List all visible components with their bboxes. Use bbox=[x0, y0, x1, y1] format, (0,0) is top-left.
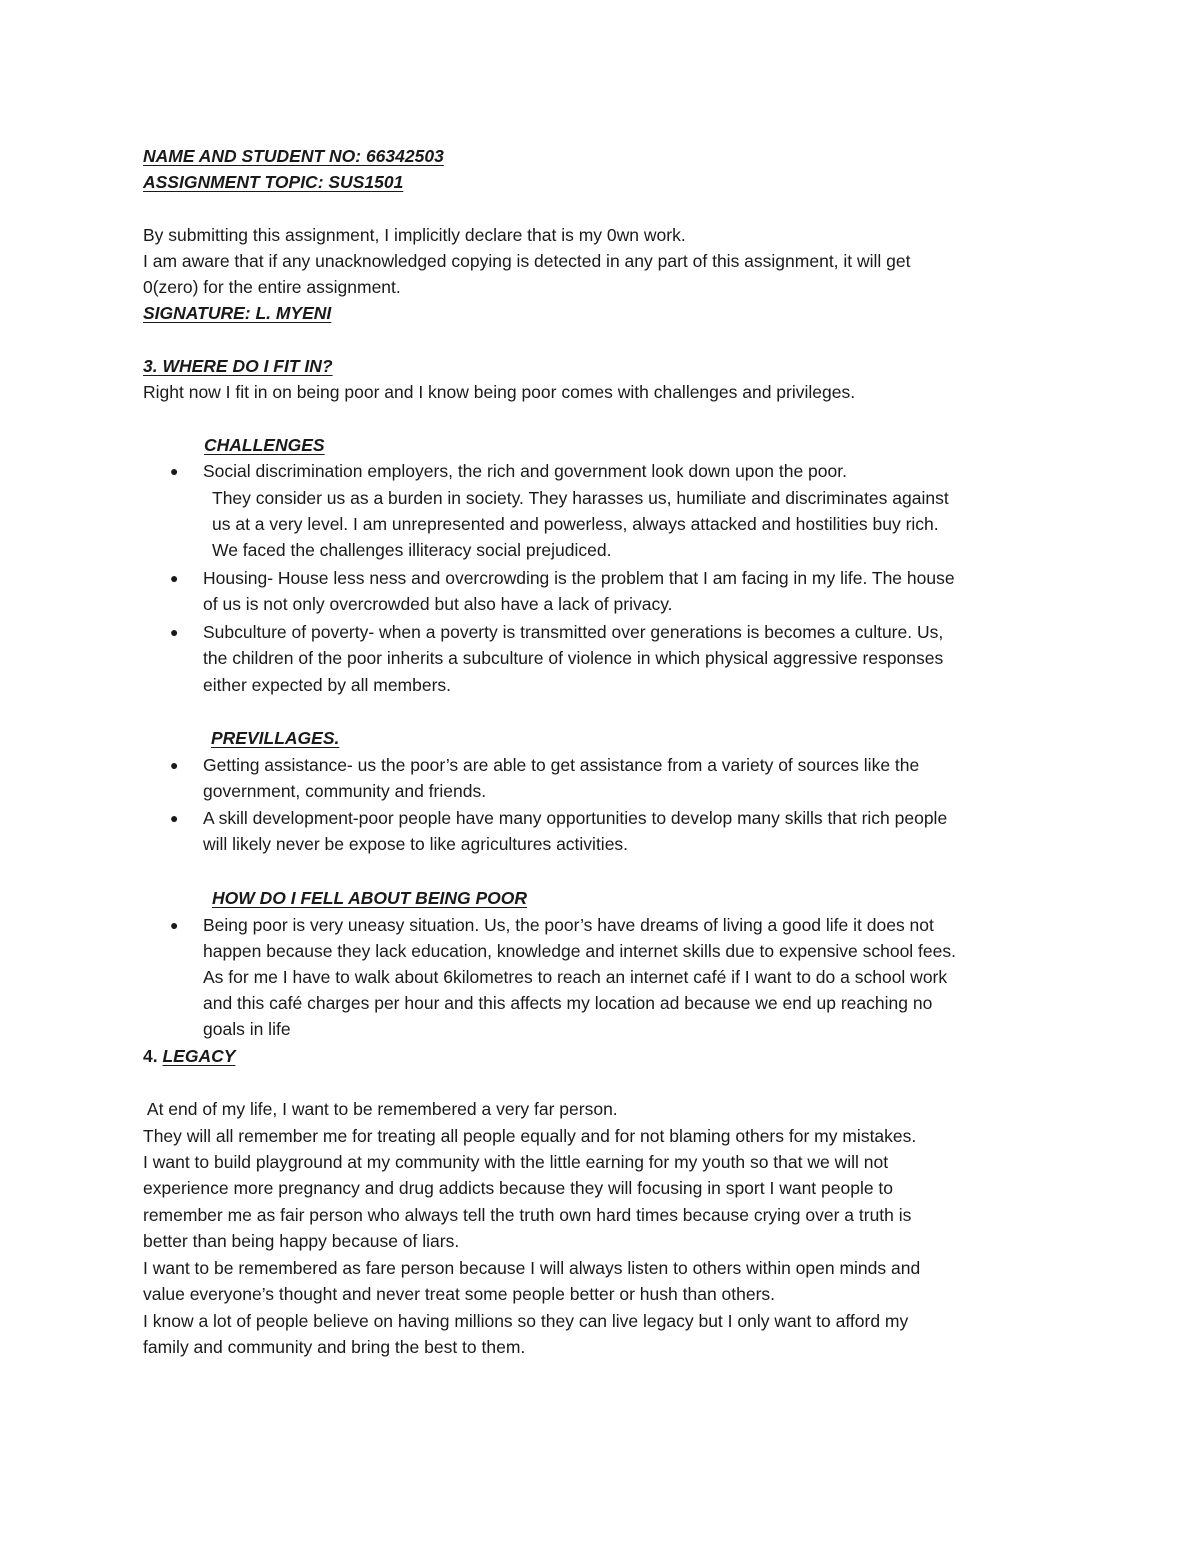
bullet-icon: ● bbox=[170, 757, 179, 773]
challenge-line: Housing- House less ness and overcrowding is the problem that I am facing in my life. The house bbox=[203, 568, 955, 588]
challenge-line: the children of the poor inherits a subculture of violence in which physical aggressive responses bbox=[203, 648, 944, 668]
legacy-line: They will all remember me for treating all people equally and for not blaming others for my mistakes. bbox=[143, 1126, 917, 1146]
challenge-line: us at a very level. I am unrepresented and powerless, always attacked and hostilities buy rich. bbox=[212, 514, 939, 534]
challenges-heading: CHALLENGES bbox=[204, 435, 325, 455]
challenge-line: Social discrimination employers, the rich and government look down upon the poor. bbox=[203, 461, 847, 481]
legacy-line: better than being happy because of liars. bbox=[143, 1231, 460, 1251]
legacy-line: I know a lot of people believe on having millions so they can live legacy but I only want to afford my bbox=[143, 1311, 909, 1331]
feel-heading: HOW DO I FELL ABOUT BEING POOR bbox=[212, 888, 527, 908]
declaration-line: I am aware that if any unacknowledged copying is detected in any part of this assignment, it will get bbox=[143, 251, 911, 271]
section-3-intro: Right now I fit in on being poor and I know being poor comes with challenges and privileges. bbox=[143, 382, 856, 402]
challenge-line: Subculture of poverty- when a poverty is transmitted over generations is becomes a culture. Us, bbox=[203, 622, 944, 642]
privileges-heading: PREVILLAGES. bbox=[211, 728, 340, 748]
feel-line: Being poor is very uneasy situation. Us, the poor’s have dreams of living a good life it does not bbox=[203, 915, 934, 935]
legacy-line: value everyone’s thought and never treat some people better or hush than others. bbox=[143, 1284, 776, 1304]
legacy-line: family and community and bring the best to them. bbox=[143, 1337, 526, 1357]
bullet-icon: ● bbox=[170, 463, 179, 479]
assignment-topic-line: ASSIGNMENT TOPIC: SUS1501 bbox=[143, 172, 404, 192]
challenge-line: of us is not only overcrowded but also have a lack of privacy. bbox=[203, 594, 673, 614]
legacy-line: remember me as fair person who always tell the truth own hard times because crying over a truth is bbox=[143, 1205, 912, 1225]
bullet-icon: ● bbox=[170, 917, 179, 933]
challenge-line: either expected by all members. bbox=[203, 675, 452, 695]
declaration-line: 0(zero) for the entire assignment. bbox=[143, 277, 401, 297]
bullet-icon: ● bbox=[170, 624, 179, 640]
privilege-line: Getting assistance- us the poor’s are able to get assistance from a variety of sources like the bbox=[203, 755, 920, 775]
privilege-line: government, community and friends. bbox=[203, 781, 487, 801]
legacy-line: I want to build playground at my community with the little earning for my youth so that we will not bbox=[143, 1152, 889, 1172]
legacy-heading: LEGACY bbox=[162, 1046, 236, 1066]
bullet-icon: ● bbox=[170, 570, 179, 586]
legacy-line: At end of my life, I want to be remembered a very far person. bbox=[143, 1099, 618, 1119]
legacy-line: experience more pregnancy and drug addicts because they will focusing in sport I want people to bbox=[143, 1178, 894, 1198]
challenge-line: We faced the challenges illiteracy social prejudiced. bbox=[212, 540, 612, 560]
feel-line: happen because they lack education, knowledge and internet skills due to expensive school fees. bbox=[203, 941, 956, 961]
feel-line: goals in life bbox=[203, 1019, 291, 1039]
privilege-line: A skill development-poor people have many opportunities to develop many skills that rich people bbox=[203, 808, 948, 828]
challenge-line: They consider us as a burden in society. They harasses us, humiliate and discriminates against bbox=[212, 488, 949, 508]
section-4-number: 4. bbox=[143, 1046, 163, 1066]
privilege-line: will likely never be expose to like agricultures activities. bbox=[203, 834, 629, 854]
section-4-heading bbox=[143, 1044, 235, 1068]
legacy-line: I want to be remembered as fare person because I will always listen to others within open minds and bbox=[143, 1258, 921, 1278]
feel-line: and this café charges per hour and this affects my location ad because we end up reaching no bbox=[203, 993, 933, 1013]
signature-line: SIGNATURE: L. MYENI bbox=[143, 303, 332, 323]
declaration-line: By submitting this assignment, I implicitly declare that is my 0wn work. bbox=[143, 225, 686, 245]
name-student-line: NAME AND STUDENT NO: 66342503 bbox=[143, 146, 444, 166]
feel-line: As for me I have to walk about 6kilometres to reach an internet café if I want to do a school work bbox=[203, 967, 948, 987]
bullet-icon: ● bbox=[170, 810, 179, 826]
section-3-heading: 3. WHERE DO I FIT IN? bbox=[143, 356, 333, 376]
